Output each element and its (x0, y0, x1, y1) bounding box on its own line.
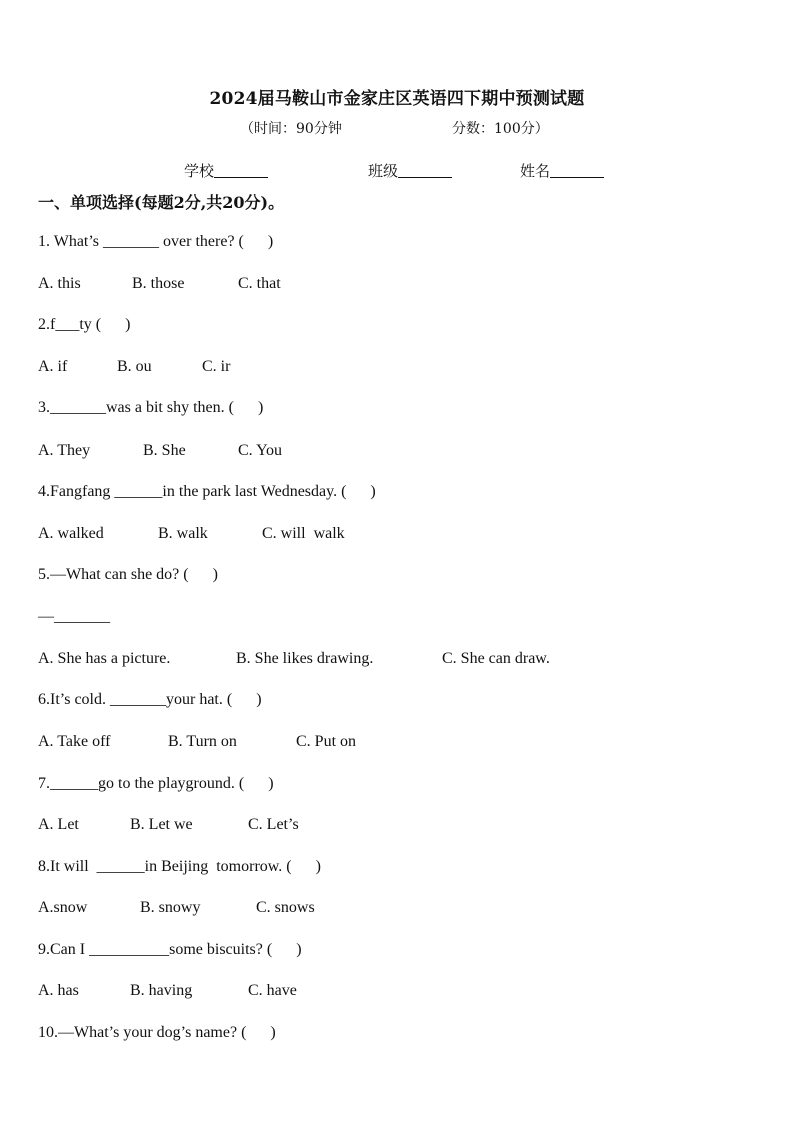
q2-option-c[interactable]: C. ir (202, 358, 231, 375)
question-7: 7.______go to the playground. ( ) (38, 775, 274, 792)
page-title: 2024届马鞍山市金家庄区英语四下期中预测试题 (209, 89, 585, 109)
q9-option-a[interactable]: A. has (38, 982, 79, 999)
q7-option-a[interactable]: A. Let (38, 816, 79, 833)
exam-time: （时间：90分钟 (240, 121, 342, 137)
q4-option-a[interactable]: A. walked (38, 525, 104, 542)
question-9: 9.Can I __________some biscuits? ( ) (38, 941, 302, 958)
q5-option-a[interactable]: A. She has a picture. (38, 650, 171, 667)
name-field (520, 160, 604, 181)
q6-option-c[interactable]: C. Put on (296, 733, 357, 750)
q8-option-b[interactable]: B. snowy (140, 899, 201, 916)
question-6: 6.It’s cold. _______your hat. ( ) (38, 691, 262, 708)
class-blank[interactable] (398, 163, 452, 178)
q6-option-a[interactable]: A. Take off (38, 733, 111, 750)
question-3: 3._______was a bit shy then. ( ) (38, 399, 264, 416)
q4-option-b[interactable]: B. walk (158, 525, 208, 542)
q2-option-a[interactable]: A. if (38, 358, 68, 375)
class-field (368, 160, 452, 181)
q6-option-b[interactable]: B. Turn on (168, 733, 237, 750)
question-5: 5.—What can she do? ( ) (38, 566, 218, 583)
name-label: 姓名 (520, 162, 551, 180)
question-10: 10.—What’s your dog’s name? ( ) (38, 1024, 276, 1041)
class-label: 班级 (368, 162, 399, 180)
question-1: 1. What’s _______ over there? ( ) (38, 233, 274, 250)
question-2: 2.f___ty ( ) (38, 316, 131, 333)
exam-score: 分数：100分） (452, 121, 549, 137)
question-5-answer-line: —_______ (38, 608, 110, 625)
question-4: 4.Fangfang ______in the park last Wednesday. ( ) (38, 483, 376, 500)
q3-option-b[interactable]: B. She (143, 442, 186, 459)
q8-option-c[interactable]: C. snows (256, 899, 315, 916)
section-heading: 一、单项选择(每题2分,共20分)。 (38, 193, 285, 212)
q8-option-a[interactable]: A.snow (38, 899, 88, 916)
q7-option-c[interactable]: C. Let’s (248, 816, 299, 833)
name-blank[interactable] (550, 163, 604, 178)
q1-option-c[interactable]: C. that (238, 275, 281, 292)
q1-option-a[interactable]: A. this (38, 275, 81, 292)
q9-option-c[interactable]: C. have (248, 982, 297, 999)
q5-option-b[interactable]: B. She likes drawing. (236, 650, 374, 667)
q5-option-c[interactable]: C. She can draw. (442, 650, 550, 667)
q7-option-b[interactable]: B. Let we (130, 816, 193, 833)
q3-option-c[interactable]: C. You (238, 442, 283, 459)
q4-option-c[interactable]: C. will walk (262, 525, 345, 542)
school-label: 学校 (184, 162, 215, 180)
school-blank[interactable] (214, 163, 268, 178)
q3-option-a[interactable]: A. They (38, 442, 91, 459)
school-field (184, 160, 268, 181)
q1-option-b[interactable]: B. those (132, 275, 185, 292)
q2-option-b[interactable]: B. ou (117, 358, 152, 375)
q9-option-b[interactable]: B. having (130, 982, 193, 999)
question-8: 8.It will ______in Beijing tomorrow. ( ) (38, 858, 321, 875)
